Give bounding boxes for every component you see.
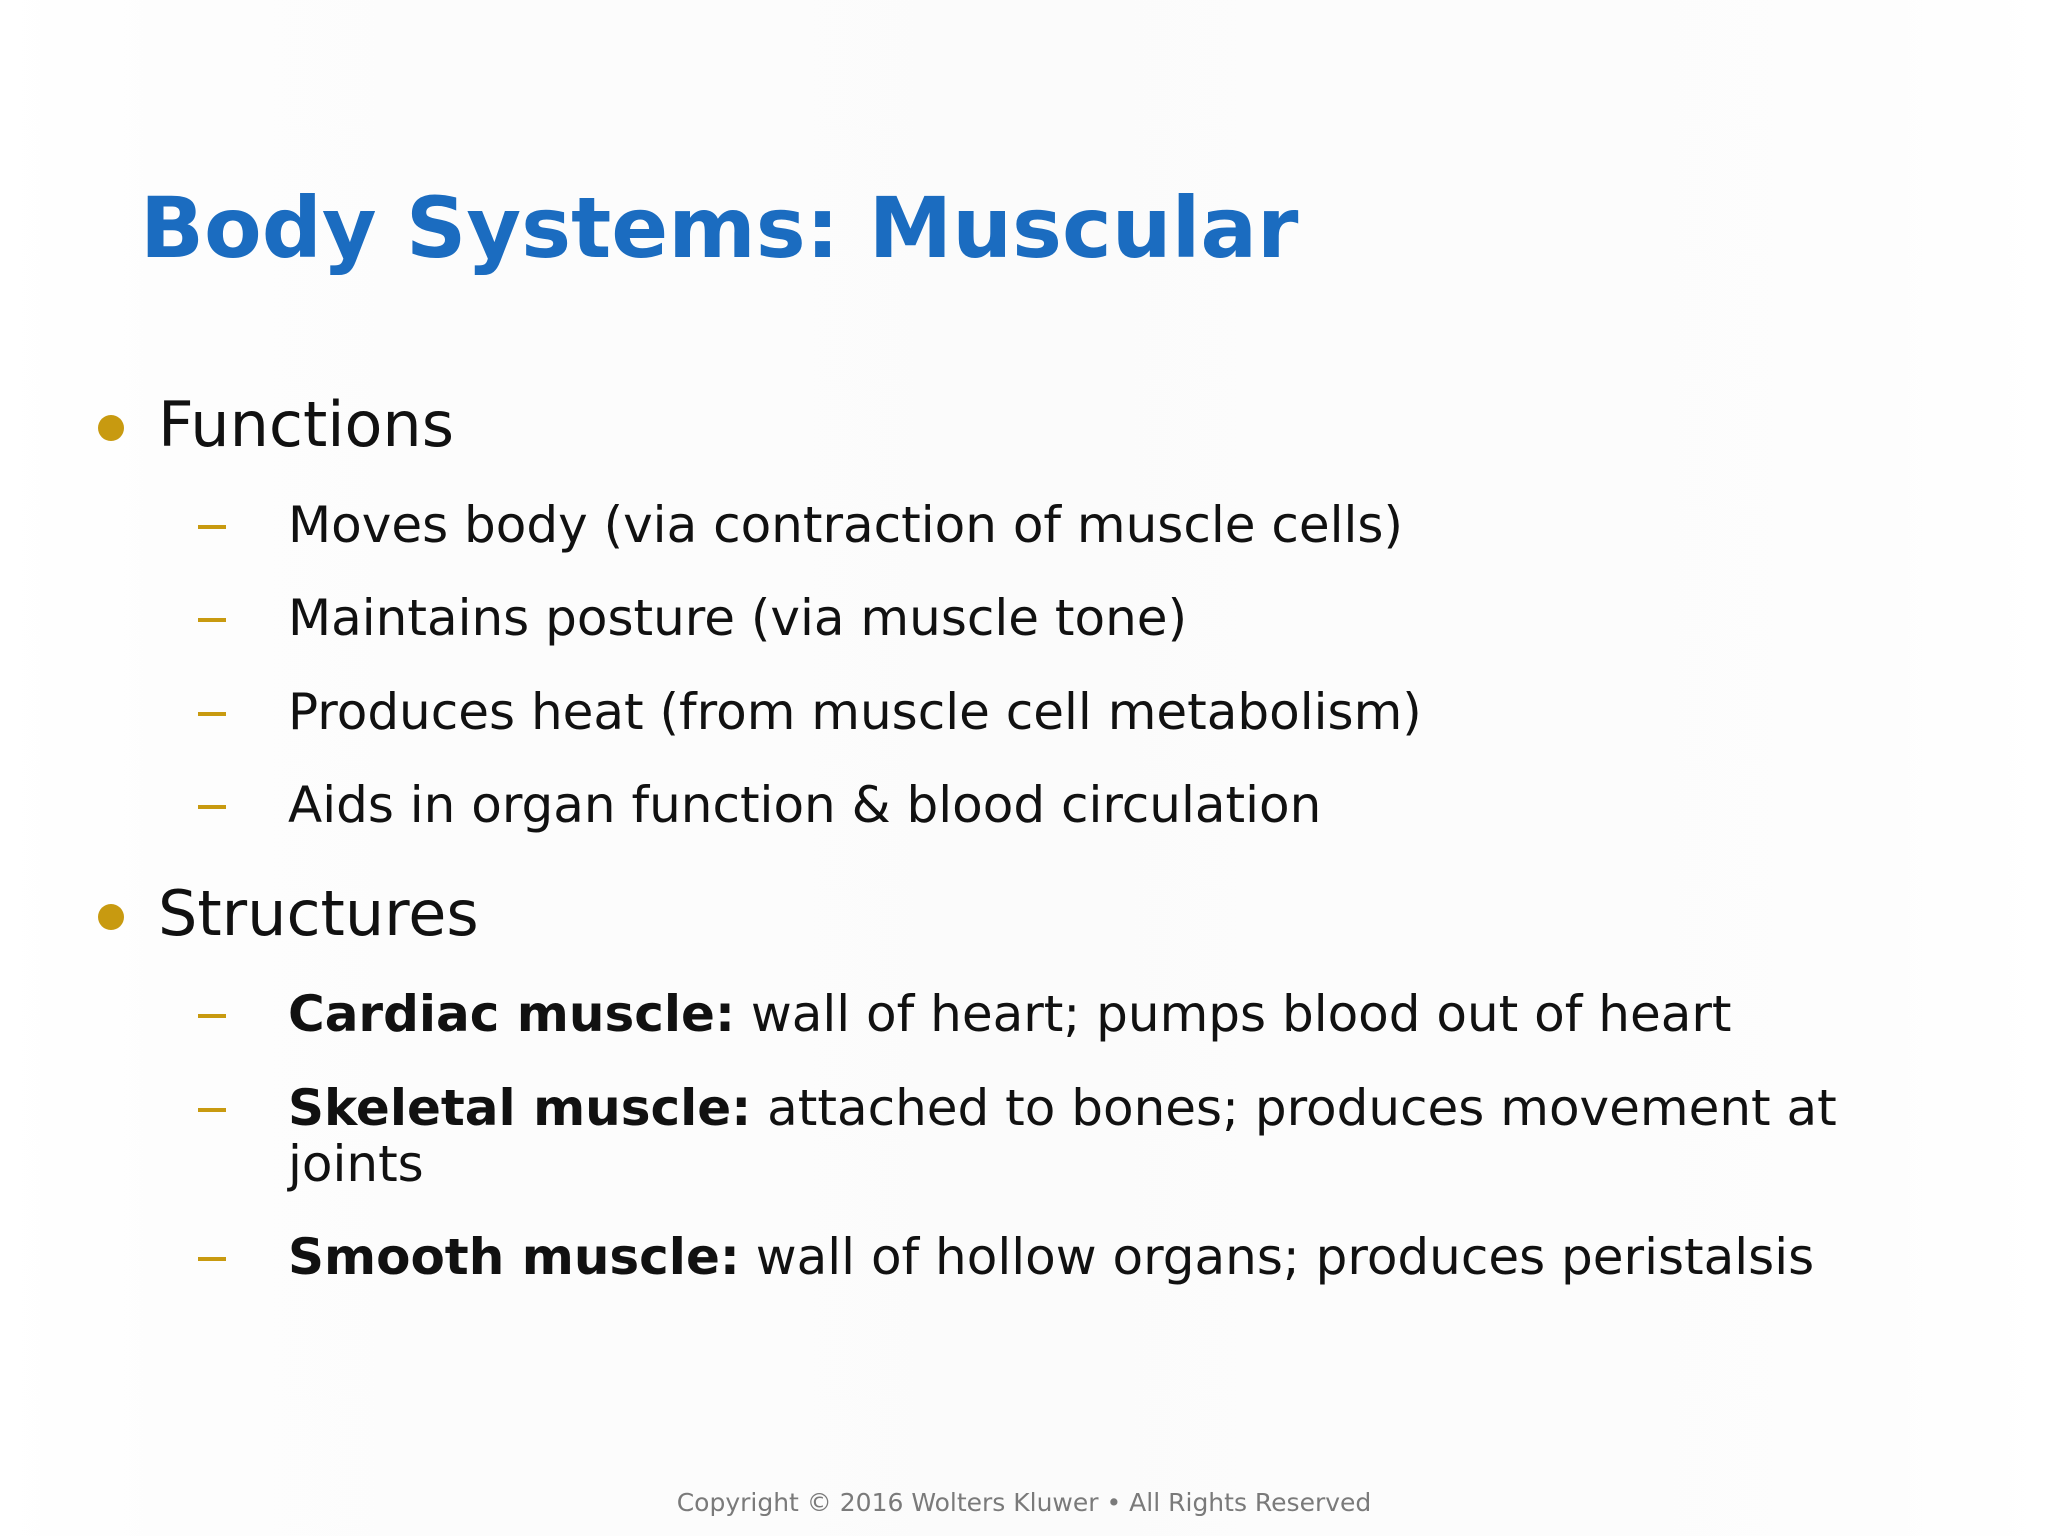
sub-item-text: Maintains posture (via muscle tone) [288, 589, 1188, 647]
sub-item-text [288, 1080, 1888, 1192]
dash-icon [198, 618, 226, 622]
dash-icon [198, 1014, 226, 1018]
sub-item-text: Produces heat (from muscle cell metabolism) [288, 683, 1422, 741]
sub-item-text: Moves body (via contraction of muscle cells) [288, 496, 1403, 554]
sub-item-text: Aids in organ function & blood circulation [288, 776, 1322, 834]
term-label: Cardiac muscle: [288, 985, 735, 1043]
term-label: Skeletal muscle: [288, 1079, 752, 1137]
copyright-footer: Copyright © 2016 Wolters Kluwer • All Rights Reserved [676, 1488, 1372, 1517]
bullet-dot-icon [98, 415, 124, 441]
slide-title: Body Systems: Muscular [140, 179, 1299, 277]
term-description: wall of hollow organs; produces peristalsis [739, 1228, 1815, 1286]
term-description: wall of heart; pumps blood out of heart [734, 985, 1732, 1043]
dash-icon [198, 1257, 226, 1261]
dash-icon [198, 525, 226, 529]
term-description: attached to bones; produces movement at joints [288, 1079, 1837, 1193]
sub-item-text [288, 1229, 1888, 1285]
dash-icon [198, 712, 226, 716]
dash-icon [198, 805, 226, 809]
term-label: Smooth muscle: [288, 1228, 740, 1286]
dash-icon [198, 1108, 226, 1112]
sub-item-text [288, 986, 1888, 1042]
bullet-heading: Functions [158, 388, 455, 461]
bullet-heading: Structures [158, 877, 479, 950]
bullet-dot-icon [98, 904, 124, 930]
